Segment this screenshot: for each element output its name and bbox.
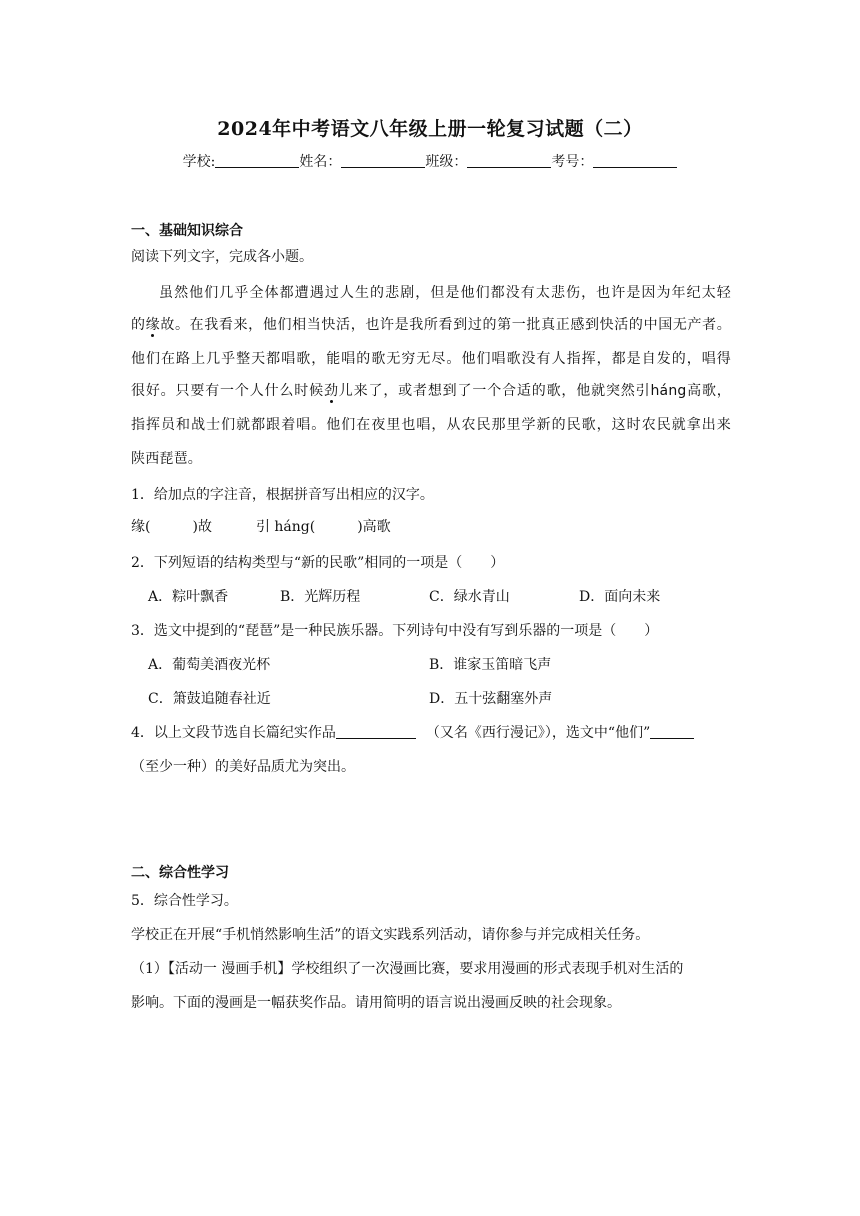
school-label: 学校: <box>182 154 216 170</box>
passage-line-1: 虽然他们几乎全体都遭遇过人生的悲剧，但是他们都没有太悲伤，也许是因为年纪太轻 <box>159 285 731 301</box>
student-info-line <box>0 151 860 171</box>
page-title: 2024年中考语文八年级上册一轮复习试题（二） <box>217 118 643 140</box>
passage-text: 儿来了，或者想到了一个合适的歌，他就突然引háng高歌， <box>338 383 732 399</box>
q4-blank-title[interactable] <box>336 724 416 739</box>
q1-blank-a[interactable]: ( ) <box>145 519 198 535</box>
q3-option-c[interactable]: C．箫鼓追随春社近 <box>148 691 271 707</box>
q4-text-a: 4．以上文段节选自长篇纪实作品 <box>131 725 336 741</box>
name-blank[interactable] <box>341 153 425 168</box>
dotted-char-yuan: 缘 <box>145 317 161 333</box>
class-blank[interactable] <box>467 153 551 168</box>
q3-option-d[interactable]: D．五十弦翻塞外声 <box>429 691 553 707</box>
q2-option-c[interactable]: C．绿水青山 <box>429 589 510 605</box>
question-4 <box>131 722 694 742</box>
q4-text-b: （又名《西行漫记》），选文中“他们” <box>425 725 651 741</box>
passage-line-5: 指挥员和战士们就都跟着唱。他们在夜里也唱，从农民那里学新的民歌，这时农民就拿出来 <box>131 417 731 433</box>
q1-suffix-b: 高歌 <box>362 519 391 535</box>
task-1-line-2: 影响。下面的漫画是一幅获奖作品。请用简明的语言说出漫画反映的社会现象。 <box>131 995 621 1011</box>
activity-intro: 学校正在开展“手机悄然影响生活”的语文实践系列活动，请你参与并完成相关任务。 <box>131 927 650 943</box>
class-label: 班级： <box>425 154 468 170</box>
question-5: 5．综合性学习。 <box>131 893 238 909</box>
exam-number-label: 考号： <box>551 154 594 170</box>
q2-option-d[interactable]: D．面向未来 <box>579 589 661 605</box>
exam-number-blank[interactable] <box>593 153 677 168</box>
q3-option-a[interactable]: A．葡萄美酒夜光杯 <box>148 657 271 673</box>
question-1: 1．给加点的字注音，根据拼音写出相应的汉字。 <box>131 487 434 503</box>
dotted-char-jin: 劲 <box>323 383 339 399</box>
q2-option-b[interactable]: B．光辉历程 <box>280 589 361 605</box>
q2-option-a[interactable]: A．粽叶飘香 <box>148 589 229 605</box>
passage-text: 很好。只要有一个人什么时候 <box>131 383 324 399</box>
question-1-answers <box>131 516 391 536</box>
section-2-heading: 二、综合性学习 <box>131 865 229 881</box>
passage-line-6: 陕西琵琶。 <box>131 451 202 467</box>
passage-line-3: 他们在路上几乎整天都唱歌，能唱的歌无穷无尽。他们唱歌没有人指挥，都是自发的，唱得 <box>131 351 731 367</box>
section-1-heading: 一、基础知识综合 <box>131 223 243 239</box>
question-2: 2．下列短语的结构类型与“新的民歌”相同的一项是（ ） <box>131 555 505 571</box>
name-label: 姓名： <box>299 154 342 170</box>
reading-instruction: 阅读下列文字，完成各小题。 <box>131 249 313 265</box>
q1-char-yuan: 缘 <box>131 519 145 535</box>
question-4-cont: （至少一种）的美好品质尤为突出。 <box>131 759 355 775</box>
q4-blank-quality[interactable] <box>650 724 694 739</box>
q1-pinyin-hang: 引 háng <box>255 519 310 535</box>
passage-text: 故。在我看来，他们相当快活，也许是我所看到过的第一批真正感到快活的中国无产者。 <box>160 317 732 333</box>
question-3: 3．选文中提到的“琵琶”是一种民族乐器。下列诗句中没有写到乐器的一项是（ ） <box>131 623 659 639</box>
task-1-line-1: （1）【活动一 漫画手机】学校组织了一次漫画比赛，要求用漫画的形式表现手机对生活的 <box>131 961 684 977</box>
school-blank[interactable] <box>215 153 299 168</box>
passage-text: 的 <box>131 317 146 333</box>
q3-option-b[interactable]: B．谁家玉笛暗飞声 <box>429 657 552 673</box>
q1-suffix-a: 故 <box>197 519 212 535</box>
passage-line-2 <box>131 314 731 334</box>
passage-line-4 <box>131 380 731 400</box>
q1-blank-b[interactable]: ( ) <box>309 519 363 535</box>
